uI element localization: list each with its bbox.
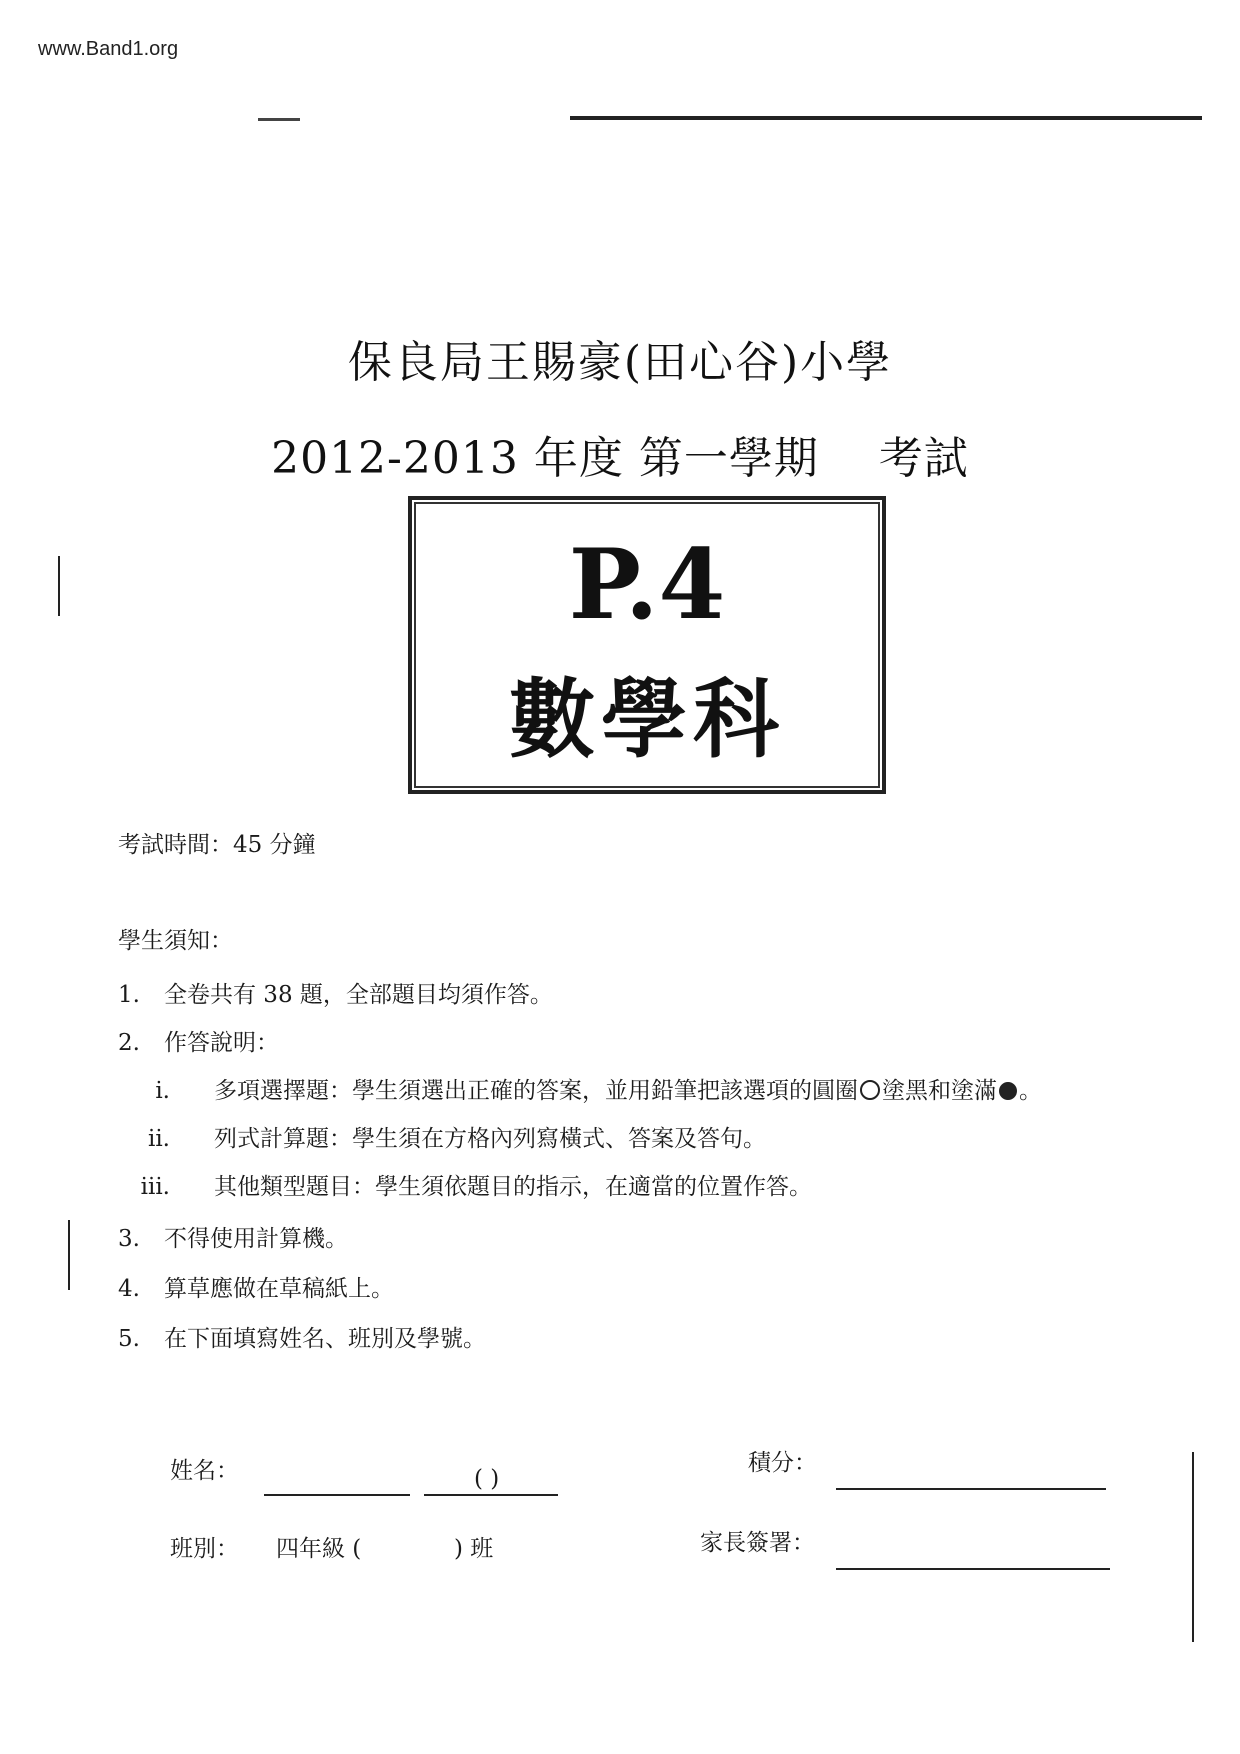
subject-title: 數學科 bbox=[509, 669, 785, 770]
instruction-text: 作答說明： bbox=[164, 1030, 279, 1056]
instruction-number: 3. bbox=[118, 1226, 140, 1252]
instruction-text: 不得使用計算機。 bbox=[164, 1226, 348, 1252]
instruction-text: 算草應做在草稿紙上。 bbox=[164, 1276, 394, 1302]
score-field[interactable] bbox=[836, 1486, 1106, 1490]
instruction-text: 在下面填寫姓名、班別及學號。 bbox=[164, 1326, 486, 1352]
filled-circle-icon bbox=[999, 1082, 1017, 1100]
website-watermark: www.Band1.org bbox=[38, 38, 179, 60]
instruction-item bbox=[118, 1024, 279, 1057]
exam-duration: 考試時間：45 分鐘 bbox=[118, 832, 316, 858]
instruction-text-tail: 。 bbox=[1019, 1078, 1042, 1104]
class-value-prefix: 四年級 ( bbox=[276, 1536, 362, 1562]
instruction-text: 其他類型題目：學生須依題目的指示，在適當的位置作答。 bbox=[214, 1174, 812, 1200]
parent-signature-label: 家長簽署： bbox=[700, 1530, 815, 1556]
instruction-item bbox=[118, 976, 553, 1009]
instruction-text: 多項選擇題：學生須選出正確的答案，並用鉛筆把該選項的圓圈 bbox=[214, 1078, 858, 1104]
instruction-number: 4. bbox=[118, 1276, 140, 1302]
instruction-item bbox=[118, 1220, 348, 1253]
scan-margin-mark bbox=[68, 1220, 70, 1290]
exam-type: 考試 bbox=[878, 433, 969, 484]
empty-circle-icon bbox=[860, 1080, 880, 1100]
instruction-number: 1. bbox=[118, 982, 140, 1008]
instruction-item bbox=[118, 1320, 486, 1353]
instruction-number: 5. bbox=[118, 1326, 140, 1352]
parent-signature-field[interactable] bbox=[836, 1566, 1110, 1570]
scan-artifact-line bbox=[570, 116, 1202, 120]
name-label: 姓名： bbox=[170, 1458, 239, 1484]
instruction-number: iii. bbox=[140, 1174, 170, 1200]
instruction-item bbox=[118, 1270, 394, 1303]
exam-term: 第一學期 bbox=[638, 433, 819, 484]
class-label: 班別： bbox=[170, 1536, 239, 1562]
academic-year: 2012-2013 bbox=[271, 433, 519, 484]
scan-margin-mark bbox=[1192, 1452, 1194, 1642]
instruction-text: 全卷共有 38 題，全部題目均須作答。 bbox=[164, 982, 553, 1008]
instruction-text-end: 塗黑和塗滿 bbox=[882, 1078, 997, 1104]
instruction-number: i. bbox=[155, 1078, 170, 1104]
instructions-heading: 學生須知： bbox=[118, 928, 233, 954]
instruction-subitem bbox=[118, 1072, 1042, 1105]
instruction-text: 列式計算題：學生須在方格內列寫橫式、答案及答句。 bbox=[214, 1126, 766, 1152]
student-number-bracket: ( ) bbox=[474, 1466, 500, 1492]
instruction-number: 2. bbox=[118, 1030, 140, 1056]
scan-artifact bbox=[258, 118, 300, 121]
exam-title bbox=[0, 422, 1240, 486]
school-name: 保良局王賜豪(田心谷)小學 bbox=[347, 337, 893, 388]
academic-year-suffix: 年度 bbox=[533, 433, 624, 484]
class-value-suffix: ) 班 bbox=[454, 1536, 494, 1562]
score-label: 積分： bbox=[748, 1450, 817, 1476]
student-number-field[interactable] bbox=[424, 1492, 558, 1496]
instruction-number: ii. bbox=[147, 1126, 170, 1152]
scan-margin-mark bbox=[58, 556, 60, 616]
instruction-subitem bbox=[118, 1120, 766, 1153]
name-field[interactable] bbox=[264, 1492, 410, 1496]
grade-level: P.4 bbox=[568, 528, 726, 641]
instruction-subitem bbox=[118, 1168, 812, 1201]
